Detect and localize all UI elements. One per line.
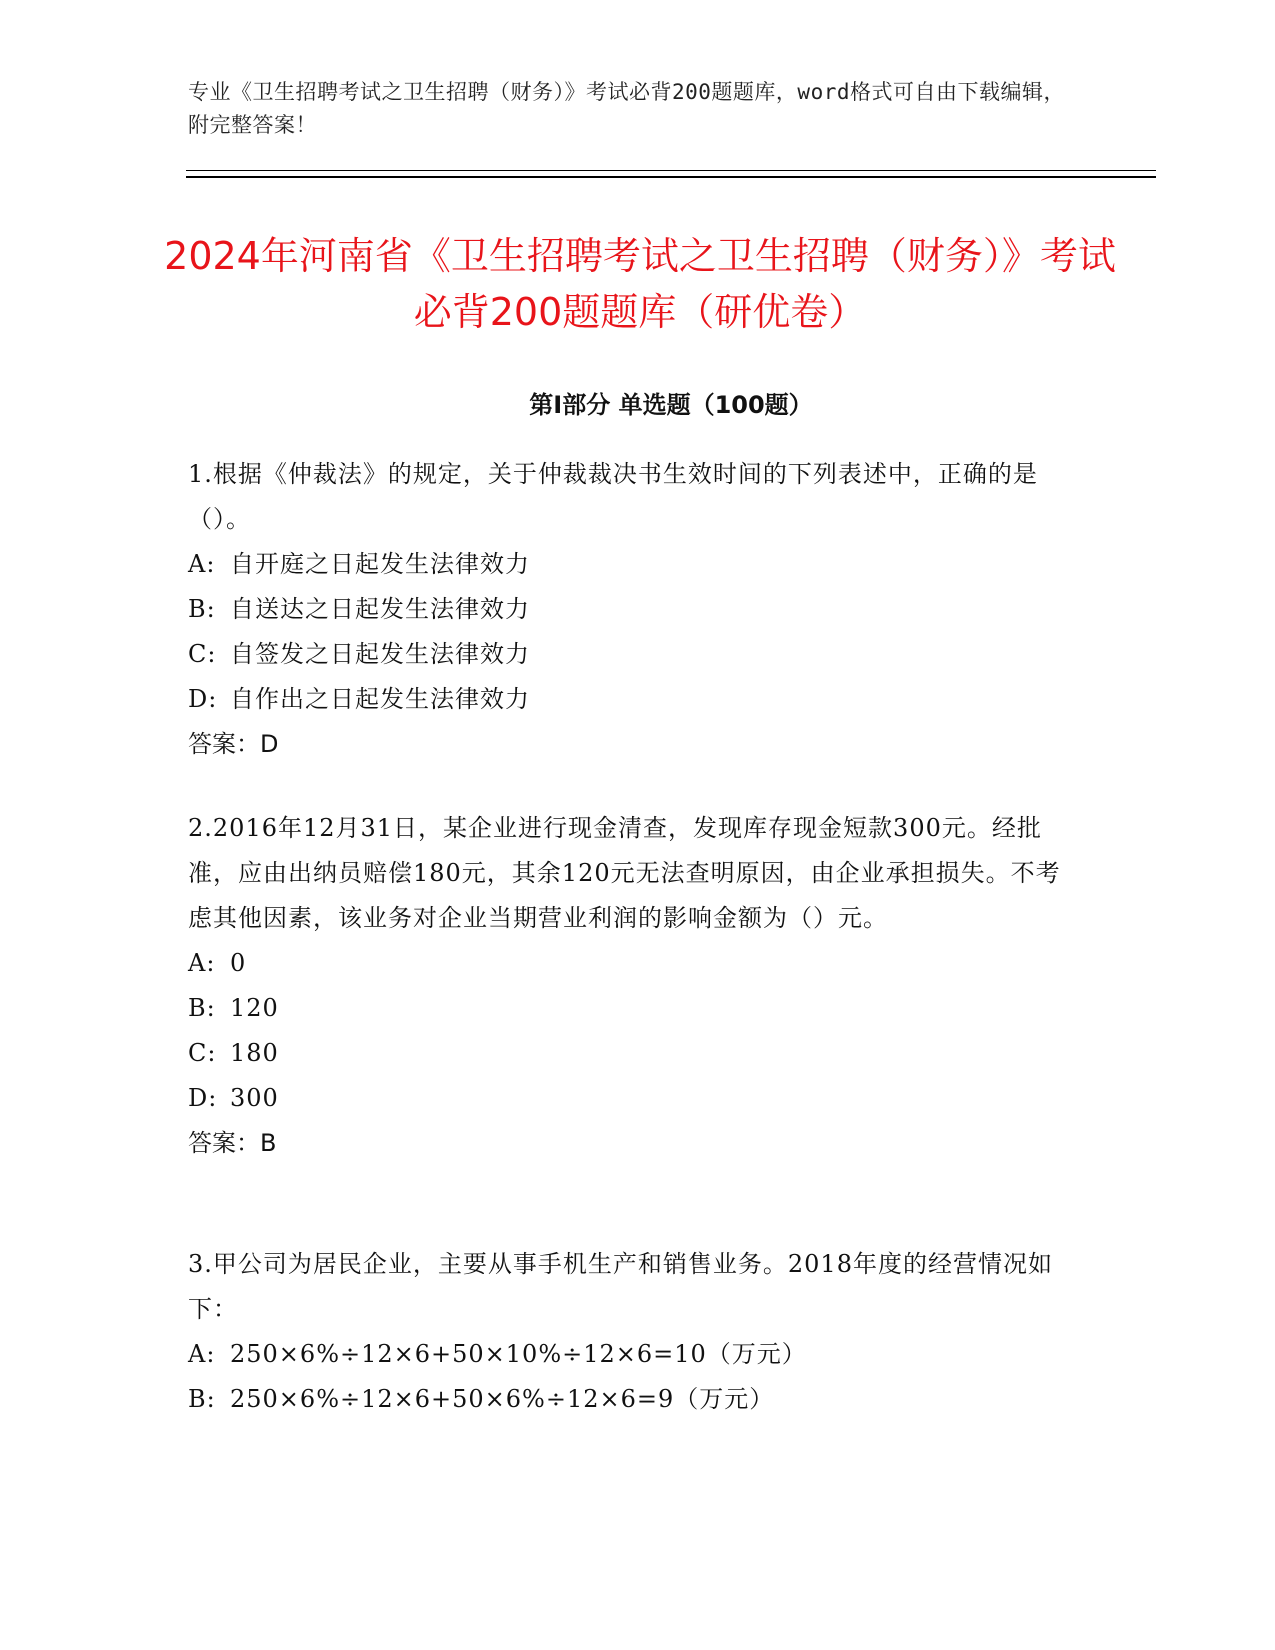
option-a <box>188 1332 1068 1377</box>
question-3 <box>188 1242 1068 1422</box>
option-c <box>188 1031 1068 1076</box>
option-text: 自作出之日起发生法律效力 <box>230 685 530 713</box>
option-letter: B: <box>188 994 216 1022</box>
option-letter: B: <box>188 1385 216 1413</box>
option-letter: A: <box>188 550 216 578</box>
option-letter: D: <box>188 685 218 713</box>
option-text: 300 <box>230 1084 279 1112</box>
option-text: 自送达之日起发生法律效力 <box>230 595 530 623</box>
header-note: 专业《卫生招聘考试之卫生招聘（财务）》考试必背200题题库，word格式可自由下载编辑，附完整答案！ <box>188 80 1065 137</box>
answer-label: 答案：B <box>188 1129 277 1157</box>
option-letter: B: <box>188 595 216 623</box>
option-d <box>188 677 1068 722</box>
header-divider-top <box>186 170 1156 171</box>
option-letter: C: <box>188 1039 217 1067</box>
document-title: 2024年河南省《卫生招聘考试之卫生招聘（财务）》考试必背200题题库（研优卷） <box>164 234 1116 334</box>
question-stem: 1.根据《仲裁法》的规定，关于仲裁裁决书生效时间的下列表述中，正确的是（）。 <box>188 460 1038 533</box>
option-letter: D: <box>188 1084 218 1112</box>
section-title: 第I部分 单选题（100题） <box>529 391 813 419</box>
option-letter: A: <box>188 949 216 977</box>
option-text: 180 <box>230 1039 279 1067</box>
question-stem: 3.甲公司为居民企业，主要从事手机生产和销售业务。2018年度的经营情况如下： <box>188 1250 1053 1323</box>
option-d <box>188 1076 1068 1121</box>
option-text: 0 <box>230 949 247 977</box>
option-letter: A: <box>188 1340 216 1368</box>
question-1 <box>188 452 1068 767</box>
option-b <box>188 1377 1068 1422</box>
question-2 <box>188 806 1068 1166</box>
option-text: 250×6%÷12×6+50×6%÷12×6=9（万元） <box>230 1385 775 1413</box>
option-text: 250×6%÷12×6+50×10%÷12×6=10（万元） <box>230 1340 807 1368</box>
option-a <box>188 542 1068 587</box>
option-text: 自开庭之日起发生法律效力 <box>230 550 530 578</box>
option-b <box>188 986 1068 1031</box>
option-b <box>188 587 1068 632</box>
option-letter: C: <box>188 640 217 668</box>
option-c <box>188 632 1068 677</box>
question-stem: 2.2016年12月31日，某企业进行现金清查，发现库存现金短款300元。经批准，应由出纳员赔偿180元，其余120元无法查明原因，由企业承担损失。不考虑其他因素，该业务对企业当期营业利润的影响金额为（）元。 <box>188 814 1061 932</box>
header-divider-bottom <box>186 176 1156 178</box>
answer-label: 答案：D <box>188 730 279 758</box>
option-text: 120 <box>230 994 279 1022</box>
option-a <box>188 941 1068 986</box>
option-text: 自签发之日起发生法律效力 <box>230 640 530 668</box>
